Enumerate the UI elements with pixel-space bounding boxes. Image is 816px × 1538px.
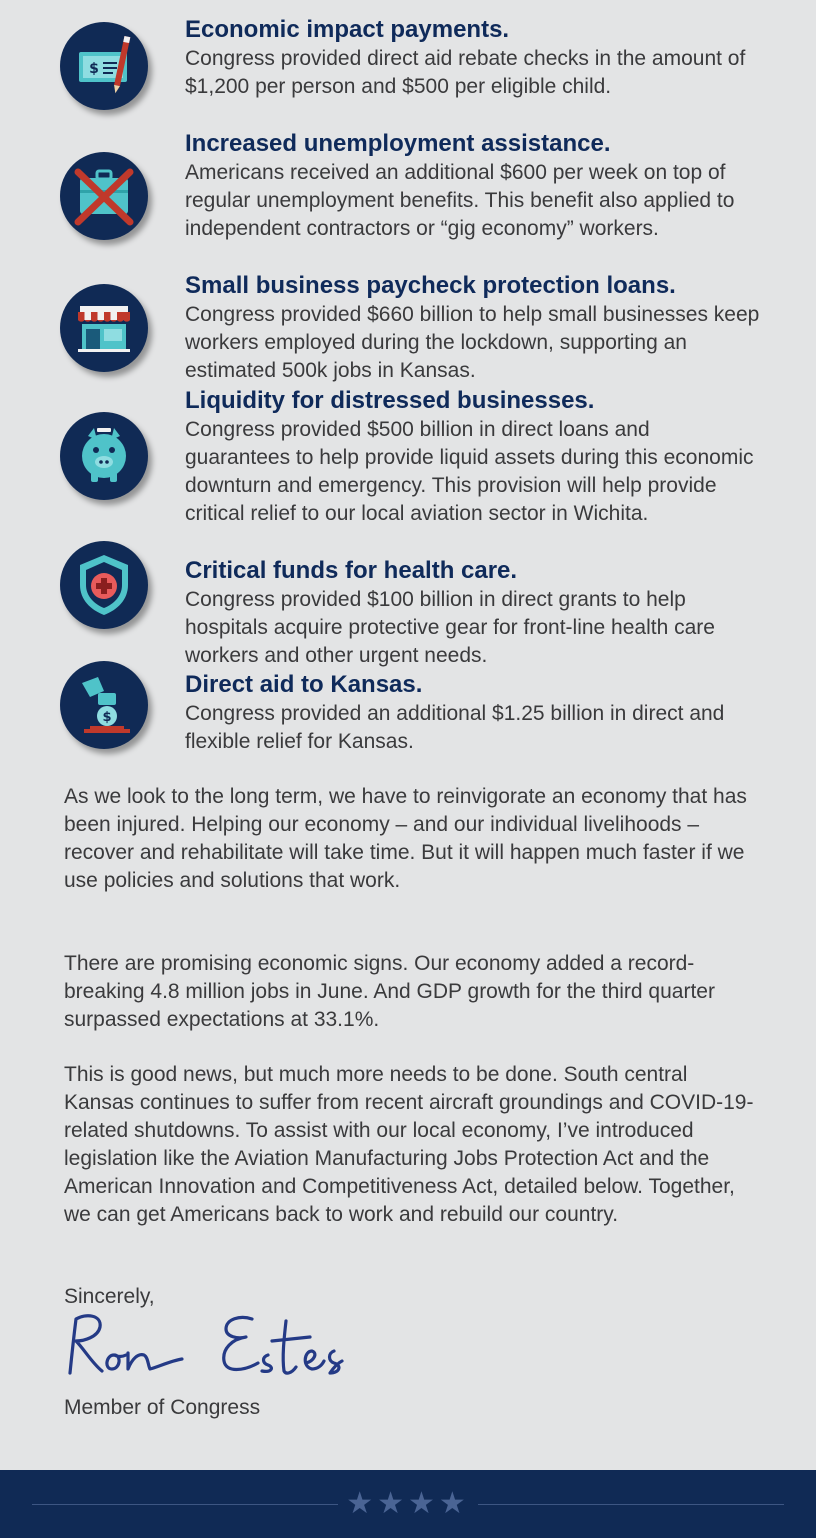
item-body: Congress provided $100 billion in direct grants to help hospitals acquire protective gear for front-line health care workers and other urgent needs. — [185, 588, 715, 667]
body-paragraph: As we look to the long term, we have to reinvigorate an economy that has been injured. Helping our economy – and our individual livelihoods – recover and rehabilitate will take time. But it will happen much faster if we use policies and solutions that work. — [64, 785, 747, 892]
body-paragraph: There are promising economic signs. Our economy added a record-breaking 4.8 million jobs in June. And GDP growth for the third quarter surpassed expectations at 33.1%. — [64, 952, 715, 1031]
footer-divider-right — [478, 1504, 784, 1505]
item-title: Economic impact payments. — [185, 16, 510, 43]
item-title: Direct aid to Kansas. — [185, 671, 423, 698]
storefront-icon — [60, 284, 148, 372]
item-title: Small business paycheck protection loans. — [185, 272, 676, 299]
item-body: Congress provided $660 billion to help small businesses keep workers employed during the lockdown, supporting an estimated 500k jobs in Kansas. — [185, 303, 760, 382]
footer-stars-icon: ★★★★ — [346, 1486, 470, 1521]
footer-band — [0, 1470, 816, 1538]
item-body: Congress provided $500 billion in direct loans and guarantees to help provide liquid assets during this economic downturn and emergency. This provision will help provide critical relief to our local aviation sector in Wichita. — [185, 418, 754, 525]
item-title: Critical funds for health care. — [185, 557, 518, 584]
item-title: Liquidity for distressed businesses. — [185, 387, 595, 414]
svg-text:$: $ — [102, 710, 112, 725]
check-payment-icon — [60, 22, 148, 110]
body-paragraph: This is good news, but much more needs to be done. South central Kansas continues to suffer from recent aircraft groundings and COVID-19-related shutdowns. To assist with our local economy, I’ve introduced legislation like the Aviation Manufacturing Jobs Protection Act and the American Innovation and Competitiveness Act, detailed below. Together, we can get Americans back to work and rebuild our country. — [64, 1063, 754, 1226]
item-body: Americans received an additional $600 per week on top of regular unemployment benefits. This benefit also applied to independent contractors or “gig economy” workers. — [185, 161, 735, 240]
closing-salutation: Sincerely, — [64, 1285, 155, 1308]
item-body: Congress provided direct aid rebate checks in the amount of $1,200 per person and $500 per eligible child. — [185, 47, 746, 98]
money-hand-icon — [60, 661, 148, 749]
medical-shield-icon — [60, 541, 148, 629]
piggy-bank-icon — [60, 412, 148, 500]
unemployment-briefcase-icon — [60, 152, 148, 240]
item-title: Increased unemployment assistance. — [185, 130, 611, 157]
svg-text:$: $ — [89, 61, 99, 77]
signer-title: Member of Congress — [64, 1396, 261, 1419]
signature — [62, 1305, 362, 1387]
footer-divider-left — [32, 1504, 338, 1505]
item-body: Congress provided an additional $1.25 billion in direct and flexible relief for Kansas. — [185, 702, 725, 753]
